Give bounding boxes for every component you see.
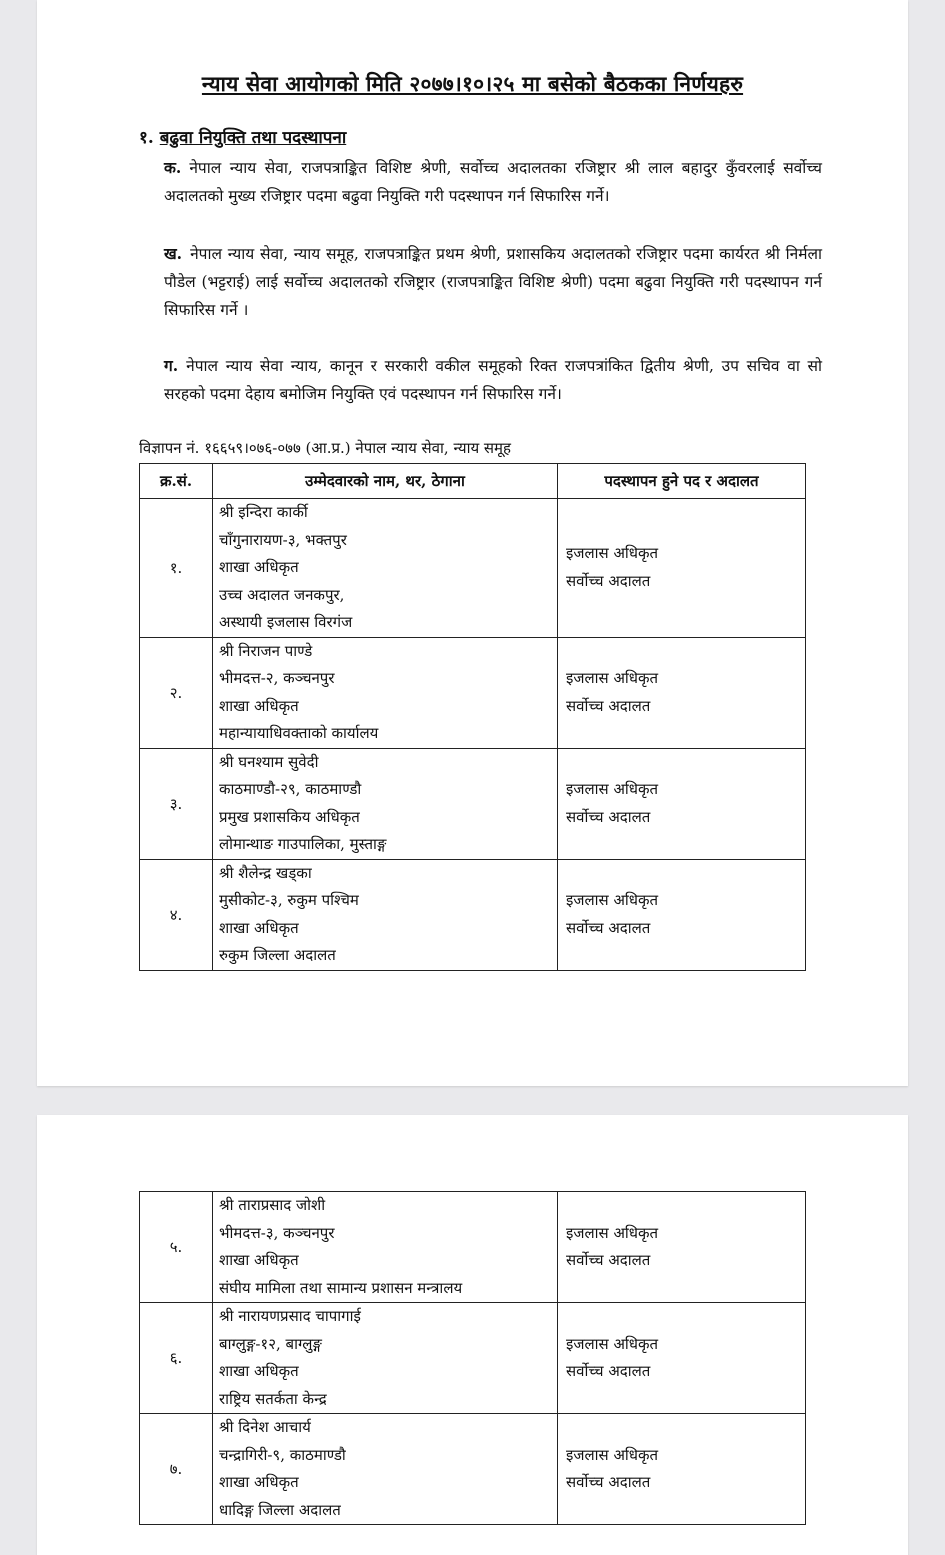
paragraph-text: नेपाल न्याय सेवा, न्याय समूह, राजपत्राङ्कित प्रथम श्रेणी, प्रशासकिय अदालतको रजिष्ट्रार पदमा कार्यरत श्री निर्मला पौडेल (भट्टराई) लाई सर्वोच्च अदालतको रजिष्ट्रार (राजपत्राङ्कित विशिष्ट श्रेणी) पदमा बढुवा नियुक्ति गरी पदस्थापन गर्न सिफारिस गर्ने । [164,245,822,319]
candidate-cell [213,499,558,638]
candidate-line: लोमान्थाङ गाउपालिका, मुस्ताङ्ग [219,835,387,853]
post-line: इजलास अधिकृत [566,1334,659,1353]
post-cell [558,1192,806,1303]
post-line: सर्वोच्च अदालत [566,1251,651,1269]
serial-cell: ५. [140,1192,213,1303]
candidate-line: अस्थायी इजलास विरगंज [219,613,353,631]
header-serial: क्र.सं. [140,464,213,499]
header-candidate: उम्मेदवारको नाम, थर, ठेगाना [213,464,558,499]
candidate-line: महान्यायाधिवक्ताको कार्यालय [219,724,379,742]
post-line: इजलास अधिकृत [566,780,659,798]
post-cell [558,1414,806,1525]
candidate-line: श्री इन्दिरा कार्की [219,503,308,521]
candidate-line: शाखा अधिकृत [219,918,299,937]
appointments-table [139,463,806,971]
post-cell [558,1303,806,1414]
post-line: इजलास अधिकृत [566,544,659,563]
document-page-1 [37,0,908,1086]
candidate-line: शाखा अधिकृत [219,1362,299,1380]
candidate-line: चाँगुनारायण-३, भक्तपुर [219,530,347,549]
candidate-line: शाखा अधिकृत [219,696,299,715]
candidate-line: शाखा अधिकृत [219,558,299,576]
post-line: सर्वोच्च अदालत [566,918,651,937]
serial-cell: २. [140,637,213,748]
candidate-line: भीमदत्त-२, कञ्चनपुर [219,669,335,687]
post-line: इजलास अधिकृत [566,1223,659,1242]
post-line: इजलास अधिकृत [566,891,659,909]
table-header-row [140,464,806,499]
post-line: सर्वोच्च अदालत [566,1473,651,1491]
candidate-line: उच्च अदालत जनकपुर, [219,585,345,604]
header-post: पदस्थापन हुने पद र अदालत [558,464,806,499]
candidate-line: रुकुम जिल्ला अदालत [219,946,336,964]
table-row [140,499,806,638]
table-row [140,1303,806,1414]
appointments-table-continued [139,1191,806,1525]
serial-cell: ३. [140,748,213,859]
advertisement-line: विज्ञापन नं. १६६५९।०७६-०७७ (आ.प्र.) नेपाल न्याय सेवा, न्याय समूह [139,439,511,457]
serial-cell: ६. [140,1303,213,1414]
paragraph-ka [164,154,822,210]
post-line: सर्वोच्च अदालत [566,1362,651,1380]
candidate-line: राष्ट्रिय सतर्कता केन्द्र [219,1389,327,1408]
candidate-cell [213,859,558,970]
candidate-line: चन्द्रागिरी-९, काठमाण्डौ [219,1445,346,1464]
serial-cell: ४. [140,859,213,970]
candidate-line: शाखा अधिकृत [219,1473,299,1491]
post-cell [558,499,806,638]
section-heading [139,125,346,148]
candidate-line: मुसीकोट-३, रुकुम पश्चिम [219,891,359,909]
candidate-line: बाग्लुङ्ग-१२, बाग्लुङ्ग [219,1334,322,1353]
post-line: इजलास अधिकृत [566,1445,659,1464]
paragraph-text: नेपाल न्याय सेवा, राजपत्राङ्कित विशिष्ट श्रेणी, सर्वोच्च अदालतका रजिष्ट्रार श्री लाल बहादुर कुँवरलाई सर्वोच्च अदालतको मुख्य रजिष्ट्रार पदमा बढुवा नियुक्ति गरी पदस्थापन गर्न सिफारिस गर्ने। [164,159,822,205]
post-cell [558,748,806,859]
paragraph-text: नेपाल न्याय सेवा न्याय, कानून र सरकारी वकील समूहको रिक्त राजपत्रांकित द्वितीय श्रेणी, उप सचिव वा सो सरहको पदमा देहाय बमोजिम नियुक्ति एवं पदस्थापन गर्न सिफारिस गर्ने। [164,357,822,403]
candidate-line: प्रमुख प्रशासकिय अधिकृत [219,807,360,826]
table-body [140,499,806,971]
section-number: १. [139,128,154,148]
candidate-line: श्री ताराप्रसाद जोशी [219,1196,326,1214]
paragraph-ga [164,352,822,408]
candidate-cell [213,1192,558,1303]
candidate-line: काठमाण्डौ-२९, काठमाण्डौ [219,780,362,798]
post-line: सर्वोच्च अदालत [566,807,651,826]
post-line: इजलास अधिकृत [566,669,659,687]
table-row [140,859,806,970]
paragraph-label: क. [164,158,182,177]
candidate-line: धादिङ्ग जिल्ला अदालत [219,1500,341,1519]
post-line: सर्वोच्च अदालत [566,696,651,715]
table-body [140,1192,806,1525]
serial-cell: ७. [140,1414,213,1525]
candidate-cell [213,1303,558,1414]
candidate-line: श्री शैलेन्द्र खड्का [219,863,312,882]
paragraph-label: ग. [164,356,179,375]
candidate-line: श्री नारायणप्रसाद चापागाई [219,1307,361,1325]
candidate-line: शाखा अधिकृत [219,1251,299,1269]
document-page-2 [37,1115,908,1555]
table-row [140,1414,806,1525]
section-title: बढुवा नियुक्ति तथा पदस्थापना [159,128,347,148]
candidate-cell [213,748,558,859]
candidate-line: श्री घनश्याम सुवेदी [219,752,319,771]
candidate-line: भीमदत्त-३, कञ्चनपुर [219,1223,335,1242]
document-title: न्याय सेवा आयोगको मिति २०७७।१०।२५ मा बसेको बैठकका निर्णयहरु [201,71,744,96]
post-cell [558,637,806,748]
serial-cell: १. [140,499,213,638]
candidate-line: संघीय मामिला तथा सामान्य प्रशासन मन्त्रालय [219,1278,463,1297]
candidate-line: श्री दिनेश आचार्य [219,1418,311,1436]
paragraph-label: ख. [164,244,183,263]
table-row [140,748,806,859]
table-row [140,1192,806,1303]
candidate-line: श्री निराजन पाण्डे [219,641,313,660]
paragraph-kha [164,240,822,324]
candidate-cell [213,637,558,748]
post-cell [558,859,806,970]
candidate-cell [213,1414,558,1525]
table-row [140,637,806,748]
post-line: सर्वोच्च अदालत [566,571,651,590]
